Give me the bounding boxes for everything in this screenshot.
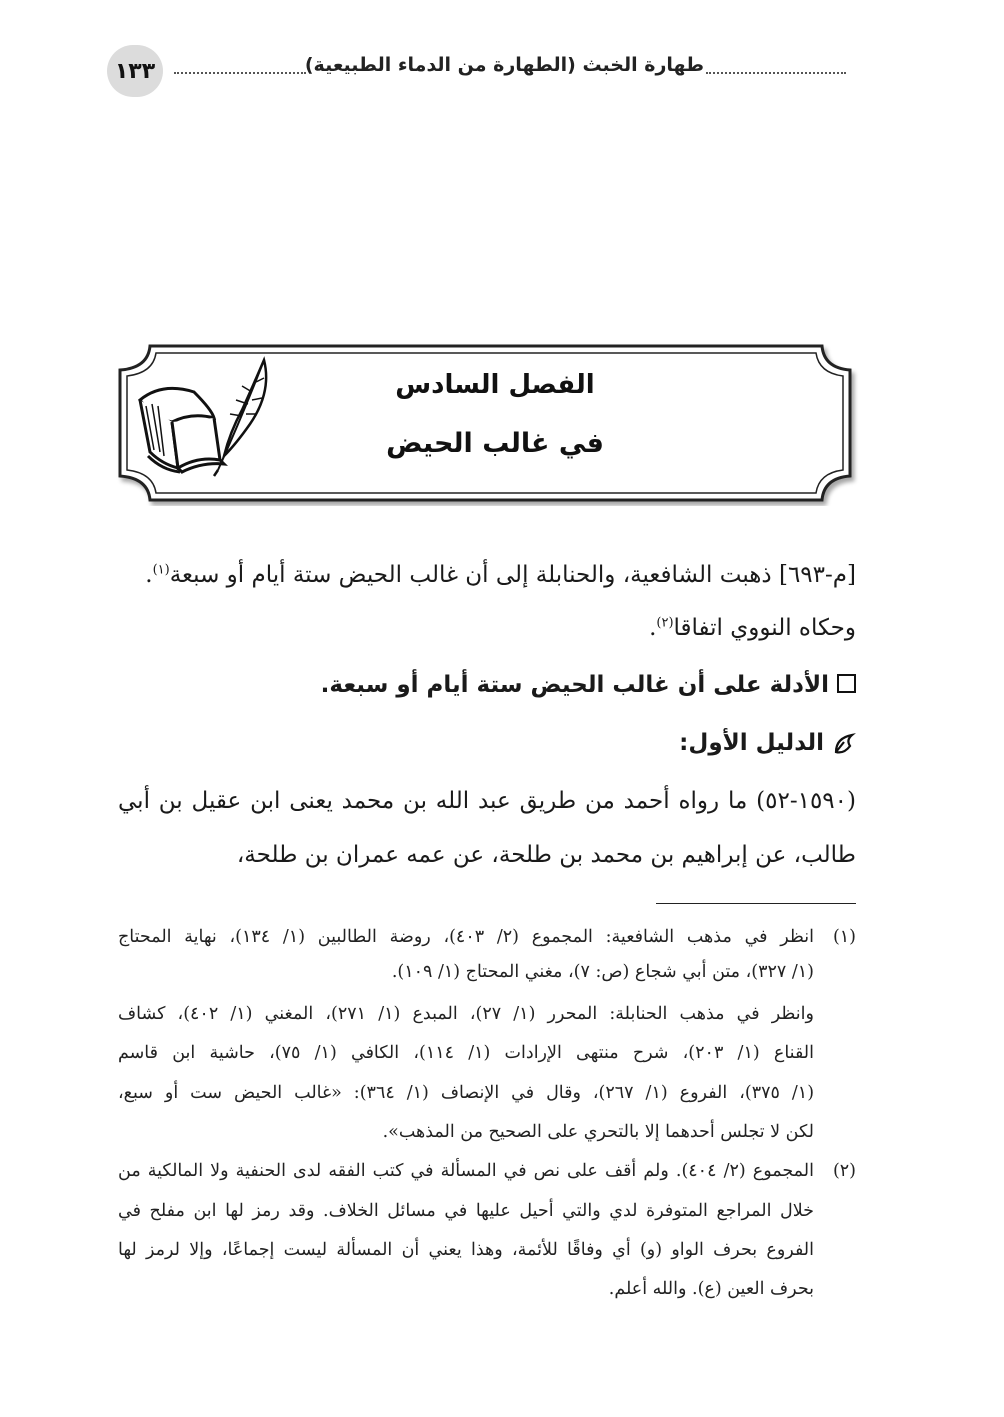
evidence-heading-text: الدليل الأول: (679, 730, 824, 756)
header-dots-left (174, 72, 306, 74)
book-quill-icon (132, 352, 277, 477)
footnote-2-line-2: خلال المراجع المتوفرة لدي والتي أحيل عليها في مسائل الخلاف. وقد رمز لها ابن مفلح في (118, 1201, 814, 1221)
footnote-1-line-1: انظر في مذهب الشافعية: المجموع (٢/ ٤٠٣)، روضة الطالبين (١/ ١٣٤)، نهاية المحتاج (118, 927, 814, 947)
header-dots-right (706, 72, 846, 74)
body-line-2-end: . (649, 615, 657, 641)
section-heading-text: الأدلة على أن غالب الحيض ستة أيام أو سبعة. (320, 672, 829, 698)
body-line-4: طالب، عن إبراهيم بن محمد بن طلحة، عن عمه عمران بن طلحة، (236, 842, 856, 868)
footnote-ref-1[interactable]: (١) (152, 562, 170, 578)
footnote-separator (656, 903, 856, 904)
body-line-1-end: . (145, 562, 153, 588)
footnote-2-line-3: الفروع بحرف الواو (و) أي وفاقًا للأئمة، وهذا يعني أن المسألة ليست إجماعًا، وإلا لرمز لها (118, 1240, 814, 1260)
footnote-2-number: (٢) (832, 1161, 856, 1181)
body-line-1 (145, 562, 856, 588)
body-line-2-text: وحكاه النووي اتفاقا (673, 615, 856, 641)
chapter-title: الفصل السادس (395, 370, 595, 400)
footnote-1-line-3: وانظر في مذهب الحنابلة: المحرر (١/ ٢٧)، المبدع (١/ ٢٧١)، المغني (١/ ٤٠٢)، كشاف (118, 1004, 814, 1024)
running-title: طهارة الخبث (الطهارة من الدماء الطبيعية) (304, 54, 704, 76)
checkbox-icon (837, 674, 856, 693)
footnote-2-line-1: المجموع (٢/ ٤٠٤). ولم أقف على نص في المسألة في كتب الفقه لدى الحنفية ولا المالكية من (118, 1161, 814, 1181)
chapter-subtitle: في غالب الحيض (386, 428, 604, 459)
footnote-2-line-4: بحرف العين (ع). والله أعلم. (608, 1279, 814, 1299)
footnote-1-number: (١) (832, 927, 856, 947)
evidence-heading (679, 730, 856, 756)
body-line-1-text: [م-٦٩٣] ذهبت الشافعية، والحنابلة إلى أن غالب الحيض ستة أيام أو سبعة (169, 562, 856, 588)
footnote-1-line-6: لكن لا تجلس أحدهما إلا بالتحري على الصحيح من المذهب». (382, 1122, 814, 1142)
footnote-1-line-4: القناع (١/ ٢٠٣)، شرح منتهى الإرادات (١/ ١١٤)، الكافي (١/ ٧٥)، حاشية ابن قاسم (118, 1043, 814, 1063)
page-number: ١٣٣ (107, 45, 163, 97)
body-line-3: (١٥٩٠-٥٢) ما رواه أحمد من طريق عبد الله بن محمد يعنى ابن عقيل بن أبي (118, 788, 856, 814)
footnote-ref-2[interactable]: (٢) (656, 615, 674, 631)
body-line-2 (649, 615, 856, 641)
footnote-1-line-2: (١/ ٣٢٧)، متن أبي شجاع (ص: ٧)، مغني المحتاج (١/ ١٠٩). (391, 962, 814, 982)
footnote-1-line-5: (١/ ٣٧٥)، الفروع (١/ ٢٦٧)، وقال في الإنصاف (١/ ٣٦٤): «غالب الحيض ست أو سبع، (118, 1083, 815, 1103)
section-heading (321, 672, 856, 698)
leaf-icon (832, 732, 856, 756)
